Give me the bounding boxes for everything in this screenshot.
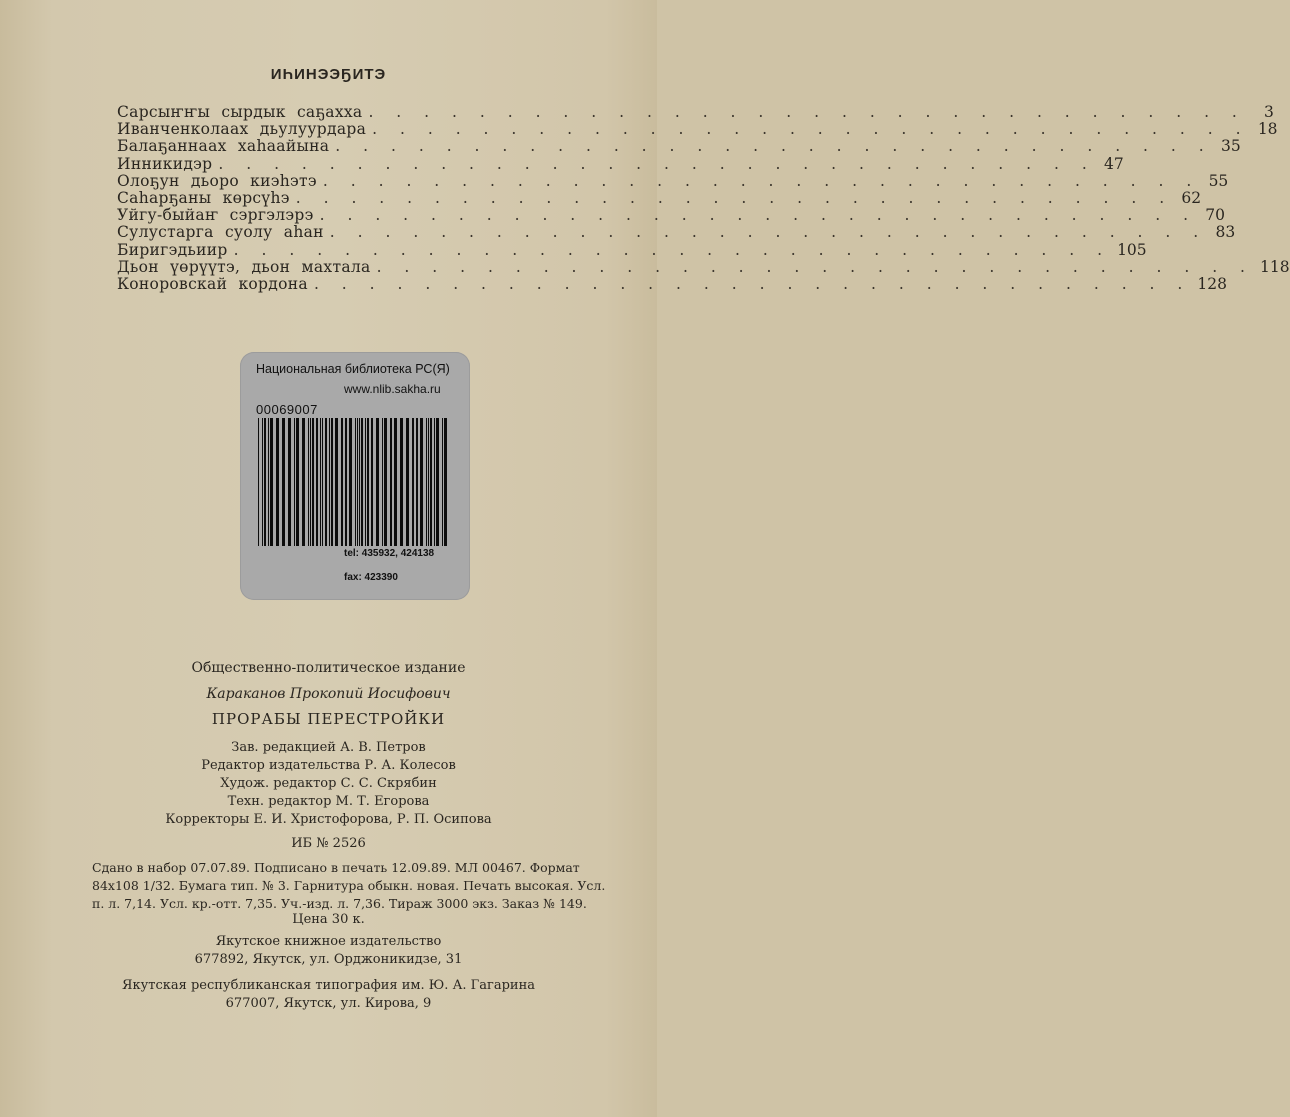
toc-entry — [117, 240, 1147, 259]
barcode-bar — [349, 418, 352, 546]
publisher-address: 677892, Якутск, ул. Орджоникидзе, 31 — [194, 952, 463, 967]
toc-entry-title: Олоҕун дьоро киэһэтэ — [117, 171, 317, 190]
toc-entry — [117, 137, 1241, 156]
toc-entry-title: Биригэдьиир — [117, 240, 228, 259]
library-fax: fax: 423390 — [344, 572, 398, 583]
publisher-name: Якутское книжное издательство — [215, 934, 442, 949]
toc-entry-page: 47 — [1104, 154, 1124, 173]
barcode-bar — [288, 418, 291, 546]
leader-dots: . . . . . . . . . . . . . . . . . . . . . . . . . . . . . . . . — [218, 154, 1096, 173]
barcode-bar — [322, 418, 323, 546]
barcode-bar — [357, 418, 358, 546]
staff-line: Худож. редактор С. С. Скрябин — [220, 776, 437, 791]
barcode-bar — [316, 418, 318, 546]
barcode-bar — [434, 418, 435, 546]
barcode-bar — [371, 418, 373, 546]
barcode-bar — [341, 418, 343, 546]
barcode-bar — [444, 418, 447, 546]
toc-entry-page: 70 — [1205, 206, 1226, 225]
barcode-bar — [390, 418, 392, 546]
print-details-line: п. л. 7,14. Усл. кр.-отт. 7,35. Уч.-изд. л. 7,36. Тираж 3000 экз. Заказ № 149. — [92, 896, 587, 911]
barcode-bar — [412, 418, 414, 546]
toc-entry-page: 105 — [1117, 240, 1147, 259]
staff-line: Техн. редактор М. Т. Егорова — [227, 794, 430, 809]
library-url: www.nlib.sakha.ru — [344, 382, 441, 396]
barcode-bar — [400, 418, 403, 546]
barcode-bar — [376, 418, 379, 546]
barcode-bar — [426, 418, 427, 546]
leader-dots: . . . . . . . . . . . . . . . . . . . . . . . . . . . . . . . . — [319, 206, 1198, 225]
barcode-bar — [382, 418, 383, 546]
barcode-icon — [256, 418, 454, 546]
print-details-line: 84х108 1/32. Бумага тип. № 3. Гарнитура обыкн. новая. Печать высокая. Усл. — [92, 878, 606, 893]
leader-dots: . . . . . . . . . . . . . . . . . . . . . . . . . . . . . . . . — [376, 257, 1254, 276]
barcode-bar — [355, 418, 356, 546]
toc-entry-title: Коноровскай кордона — [117, 274, 308, 293]
leader-dots: . . . . . . . . . . . . . . . . . . . . . . . . . . . . . . . . — [335, 137, 1213, 156]
barcode-bar — [282, 418, 285, 546]
barcode-bar — [325, 418, 327, 546]
leader-dots: . . . . . . . . . . . . . . . . . . . . . . . . . . . . . . . . — [322, 171, 1201, 190]
staff-line: Редактор издательства Р. А. Колесов — [201, 758, 456, 773]
toc-entry-page: 62 — [1181, 188, 1202, 207]
barcode-bar — [310, 418, 311, 546]
barcode-bar — [258, 418, 259, 546]
toc-entry-page: 118 — [1259, 257, 1290, 276]
barcode-bar — [296, 418, 299, 546]
ib-number: ИБ № 2526 — [291, 836, 366, 851]
leader-dots: . . . . . . . . . . . . . . . . . . . . . . . . . . . . . . . . — [368, 103, 1246, 121]
printer-address: 677007, Якутск, ул. Кирова, 9 — [225, 996, 432, 1011]
printer-name: Якутская республиканская типография им. Ю. А. Гагарина — [122, 978, 535, 993]
barcode-bar — [384, 418, 387, 546]
toc-entry — [117, 154, 1124, 173]
barcode-bar — [320, 418, 321, 546]
price: Цена 30 к. — [292, 912, 365, 927]
barcode-bar — [428, 418, 429, 546]
toc-entry-title: Дьон үөрүүтэ, дьон махтала — [117, 257, 371, 276]
barcode-bar — [331, 418, 333, 546]
library-phone: tel: 435932, 424138 — [344, 548, 435, 559]
toc-entry-page: 128 — [1197, 274, 1227, 293]
leader-dots: . . . . . . . . . . . . . . . . . . . . . . . . . . . . . . . . — [372, 120, 1250, 139]
barcode-bar — [367, 418, 369, 546]
toc-entry-title: Иванченколаах дьулуурдара — [117, 120, 367, 139]
barcode-bar — [335, 418, 338, 546]
table-of-contents — [117, 103, 1290, 293]
toc-entry-page: 55 — [1208, 171, 1229, 190]
toc-entry — [117, 223, 1236, 242]
barcode-bar — [430, 418, 432, 546]
toc-entry — [117, 257, 1290, 276]
toc-entry — [117, 274, 1227, 293]
toc-entry-title: Уйгу-быйаҥ сэргэлэрэ — [117, 206, 314, 225]
toc-entry-page: 3 — [1263, 103, 1274, 121]
leader-dots: . . . . . . . . . . . . . . . . . . . . . . . . . . . . . . . . — [313, 274, 1192, 293]
barcode-bar — [394, 418, 397, 546]
print-details-line: Сдано в набор 07.07.89. Подписано в печать 12.09.89. МЛ 00467. Формат — [92, 860, 580, 875]
book-title: ПРОРАБЫ ПЕРЕСТРОЙКИ — [211, 710, 446, 728]
barcode-bar — [294, 418, 295, 546]
edition-type: Общественно-политическое издание — [191, 660, 466, 676]
barcode-bar — [416, 418, 418, 546]
barcode-bar — [270, 418, 273, 546]
barcode-bar — [345, 418, 347, 546]
library-name: Национальная библиотека РС(Я) — [256, 362, 450, 376]
barcode-bar — [308, 418, 309, 546]
staff-line: Корректоры Е. И. Христофорова, Р. П. Осипова — [165, 812, 492, 827]
toc-entry — [117, 120, 1278, 139]
author-name: Караканов Прокопий Иосифович — [206, 686, 451, 702]
barcode-bar — [361, 418, 363, 546]
toc-title: ИҺИНЭЭҔИТЭ — [270, 66, 387, 83]
staff-line: Зав. редакцией А. В. Петров — [231, 740, 426, 755]
leader-dots: . . . . . . . . . . . . . . . . . . . . . . . . . . . . . . . . — [329, 223, 1208, 242]
barcode-bar — [329, 418, 330, 546]
toc-entry — [117, 188, 1202, 207]
toc-entry — [117, 206, 1226, 225]
toc-entry-page: 18 — [1257, 120, 1278, 139]
barcode-bar — [359, 418, 360, 546]
toc-entry-title: Инникидэр — [117, 154, 213, 173]
toc-entry — [117, 171, 1229, 190]
barcode-bar — [365, 418, 366, 546]
barcode-bar — [264, 418, 266, 546]
barcode-bar — [442, 418, 443, 546]
toc-entry-page: 35 — [1220, 137, 1241, 156]
toc-entry-title: Сулустарга суолу аһан — [117, 223, 324, 242]
barcode-bar — [276, 418, 279, 546]
barcode-bar — [262, 418, 263, 546]
library-barcode-label — [240, 352, 470, 600]
barcode-bar — [406, 418, 409, 546]
barcode-bar — [420, 418, 423, 546]
barcode-bar — [312, 418, 314, 546]
toc-entry-title: Балаҕаннаах хаһаайына — [117, 137, 330, 156]
toc-entry-title: Сарсыҥҥы сырдык саҕахха — [117, 103, 363, 121]
barcode-bar — [268, 418, 269, 546]
toc-entry-title: Саһарҕаны көрсүһэ — [117, 188, 290, 207]
barcode-bar — [436, 418, 439, 546]
leader-dots: . . . . . . . . . . . . . . . . . . . . . . . . . . . . . . . . — [295, 188, 1174, 207]
barcode-bar — [302, 418, 305, 546]
toc-entry-page: 83 — [1215, 223, 1236, 242]
toc-entry — [117, 103, 1274, 121]
leader-dots: . . . . . . . . . . . . . . . . . . . . . . . . . . . . . . . . — [233, 240, 1112, 259]
inventory-number: 00069007 — [256, 402, 318, 417]
